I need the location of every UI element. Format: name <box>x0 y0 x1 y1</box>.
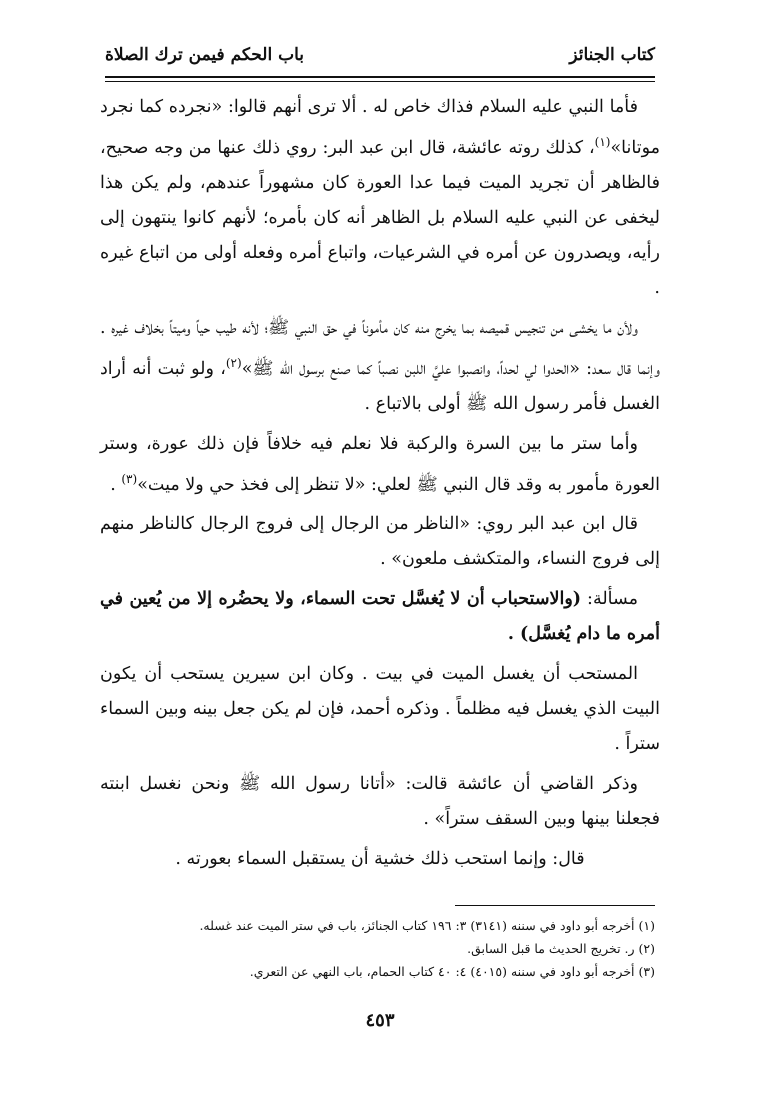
footnote-3: (٣) أخرجه أبو داود في سننه (٤٠١٥) ٤: ٤٠ كتاب الحمام، باب النهي عن التعري. <box>249 964 655 979</box>
footnote-1: (١) أخرجه أبو داود في سننه (٣١٤١) ٣: ١٩٦ كتاب الجنائز، باب في ستر الميت عند غسله. <box>199 918 655 933</box>
paragraph-1: فأما النبي عليه السلام فذاك خاص له . ألا ترى أنهم قالوا: «نجرده كما نجرد موتانا»$^{(١)}$، كذلك روته عائشة، قال ابن عبد البر: روي ذلك عنها من وجه صحيح، فالظاهر أن تجريد الميت فيما عدا العورة كان مشهوراً عندهم، ولم يكن هذا ليخفى عن النبي عليه السلام بل الظاهر أنه كان بأمره؛ لأنهم كانوا ينتهون إلى رأيه، ويصدرون عن أمره في الشرعيات، واتباع أمره وفعله أولى من اتباع غيره . <box>100 97 660 298</box>
footnotes <box>105 914 655 983</box>
header-rule <box>105 81 655 82</box>
footnote-ref-1: (١) <box>594 135 611 149</box>
main-text <box>100 90 660 882</box>
masala-text: (والاستحباب أن لا يُغسَّل تحت السماء، ولا يحضُره إلا من يُعين في أمره ما دام يُغسَّل) . <box>100 589 660 645</box>
paragraph-7: وذكر القاضي أن عائشة قالت: «أتانا رسول الله ﷺ ونحن نغسل ابنته فجعلنا بينها وبين السقف ستراً» . <box>100 774 660 830</box>
chapter-title: كتاب الجنائز <box>569 45 655 65</box>
footnote-ref-2: (٢) <box>225 355 242 370</box>
footnote-rule <box>455 905 655 906</box>
paragraph-8: قال: وإنما استحب ذلك خشية أن يستقبل السماء بعورته . <box>175 849 585 870</box>
masala-heading <box>100 582 660 652</box>
footnote-2: (٢) ر. تخريج الحديث ما قبل السابق. <box>467 941 655 956</box>
paragraph-2: ولأن ما يخشى من تنجيس قميصه بما يخرج منه كان مأموناً في حق النبي ﷺ؛ لأنه طيب حياً وميتاً بخلاف غيره . وإنما قال سعد: «الحدوا لي لحداً، وانصبوا عليَّ اللبن نصباً كما صنع برسول الله ﷺ»$^{(٢)}$، ولو ثبت أنه أراد الغسل فأمر رسول الله ﷺ أولى بالاتباع . <box>100 317 660 414</box>
paragraph-6: المستحب أن يغسل الميت في بيت . وكان ابن سيرين يستحب أن يكون البيت الذي يغسل فيه مظلماً . وذكره أحمد، فإن لم يكن جعل بينه وبين السماء ستراً . <box>100 664 660 755</box>
masala-label: مسألة: <box>581 589 638 610</box>
page-number: ٤٥٣ <box>365 1010 395 1031</box>
running-header <box>105 40 655 78</box>
paragraph-3: وأما ستر ما بين السرة والركبة فلا نعلم فيه خلافاً فإن ذلك عورة، وستر العورة مأمور به وقد قال النبي ﷺ لعلي: «لا تنظر إلى فخذ حي ولا ميت»$^{(٣)}$ . <box>100 433 660 495</box>
footnote-ref-3: (٣) <box>121 471 138 486</box>
section-title: باب الحكم فيمن ترك الصلاة <box>105 45 305 65</box>
paragraph-4: قال ابن عبد البر روي: «الناظر من الرجال إلى فروج الرجال كالناظر منهم إلى فروج النساء، والمتكشف ملعون» . <box>100 514 660 570</box>
